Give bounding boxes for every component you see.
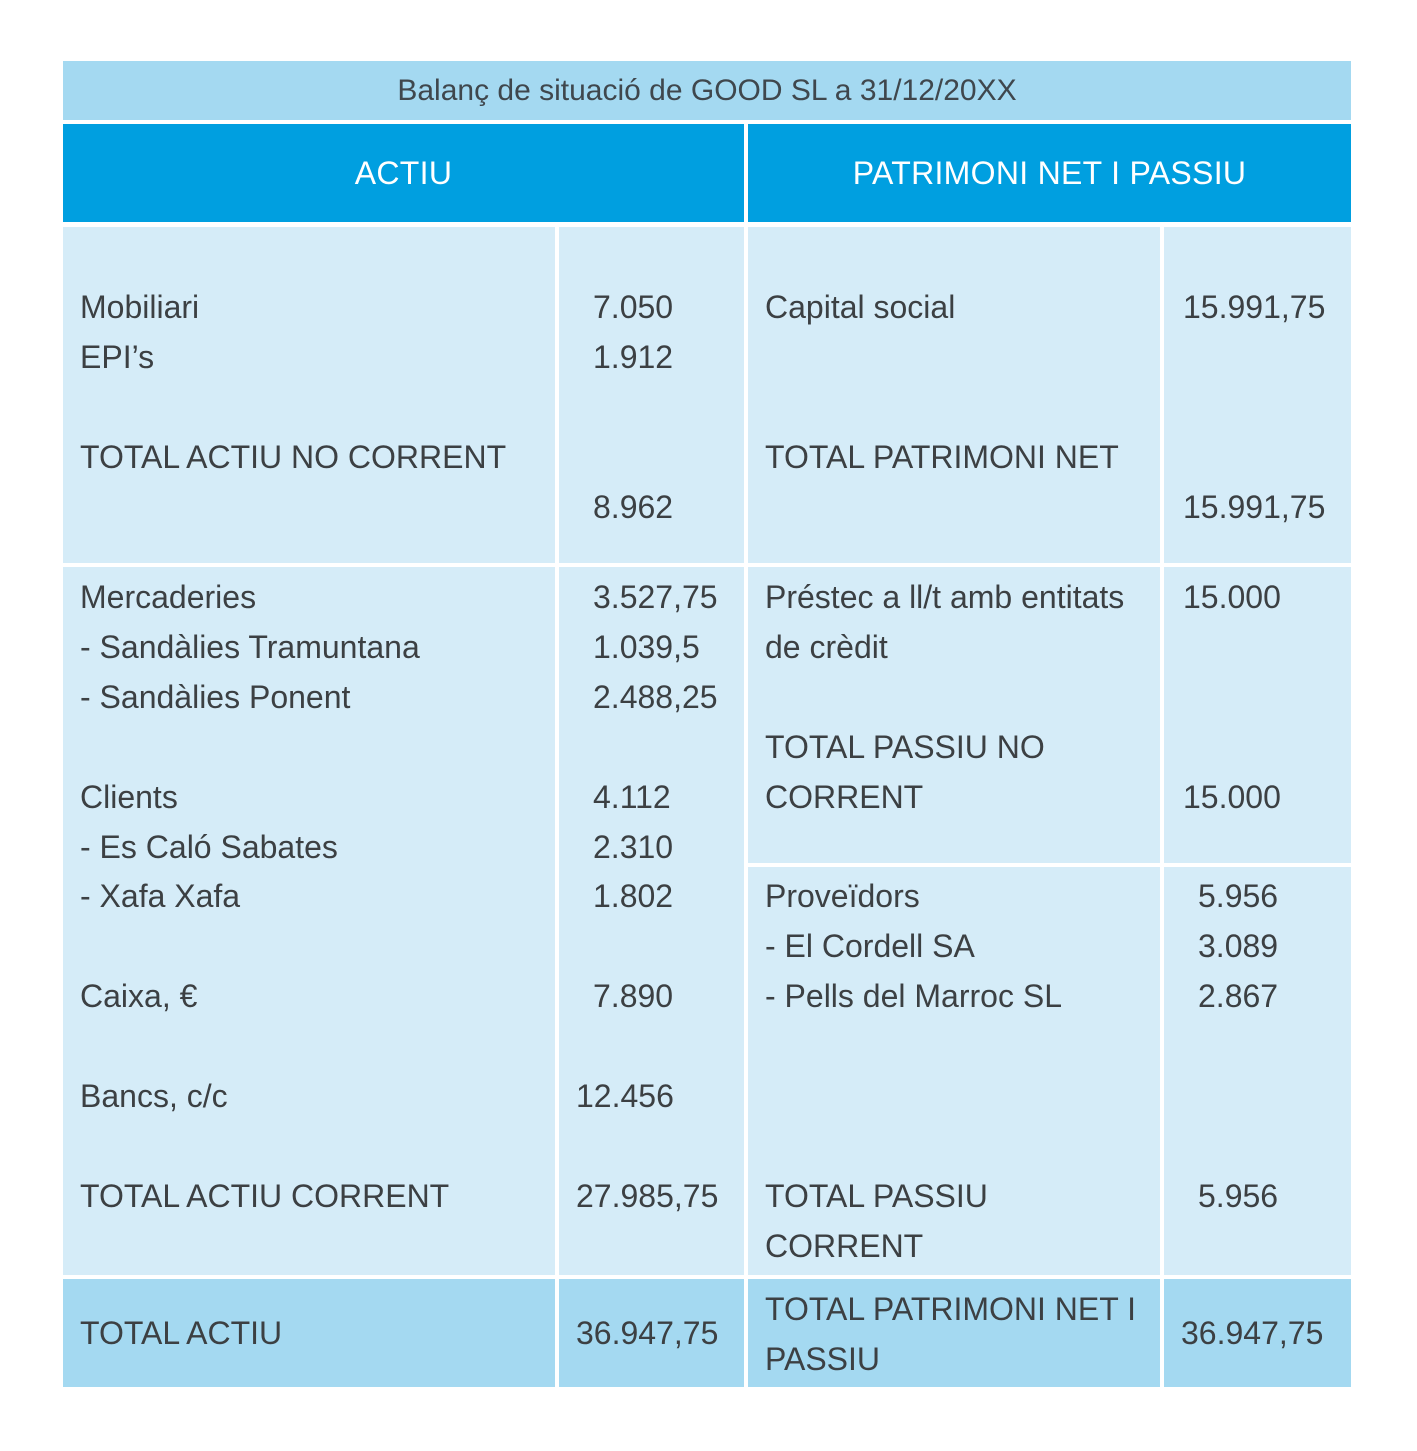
merchandise-item-label: - Sandàlies Ponent: [80, 679, 351, 715]
merchandise-value: 3.527,75: [593, 579, 718, 615]
asset-item-label: Mobiliari: [80, 289, 200, 325]
banks-value: 12.456: [576, 1078, 674, 1114]
total-non-current-liabilities-label: TOTAL PASSIU NO CORRENT: [765, 729, 1045, 815]
total-non-current-assets-label: TOTAL ACTIU NO CORRENT: [80, 439, 507, 475]
equity-label-cell: [748, 227, 1160, 563]
total-non-current-liabilities-value: 15.000: [1183, 779, 1281, 815]
client-item-value: 1.802: [593, 878, 674, 914]
table-title-text: Balanç de situació de GOOD SL a 31/12/20XX: [397, 73, 1017, 107]
cash-label: Caixa, €: [80, 978, 198, 1014]
clients-label: Clients: [80, 779, 178, 815]
asset-item-value: 1.912: [593, 339, 674, 375]
equity-item-value: 15.991,75: [1183, 289, 1326, 325]
supplier-item-value: 3.089: [1198, 928, 1279, 964]
asset-item-value: 7.050: [593, 289, 674, 325]
merchandise-label: Mercaderies: [80, 579, 257, 615]
equity-item-label: Capital social: [765, 289, 956, 325]
header-assets-label: ACTIU: [354, 154, 453, 191]
banks-label: Bancs, c/c: [80, 1078, 228, 1114]
supplier-item-value: 2.867: [1198, 978, 1279, 1014]
loan-value: 15.000: [1183, 579, 1281, 615]
total-assets-value: 36.947,75: [576, 1315, 719, 1351]
header-assets: [63, 124, 744, 222]
total-assets-label: TOTAL ACTIU: [80, 1315, 283, 1351]
total-current-liabilities-label: TOTAL PASSIU CORRENT: [765, 1178, 988, 1264]
suppliers-value: 5.956: [1198, 878, 1279, 914]
client-item-value: 2.310: [593, 829, 674, 865]
client-item-label: - Xafa Xafa: [80, 878, 241, 914]
supplier-item-label: - El Cordell SA: [765, 928, 975, 964]
merchandise-item-value: 2.488,25: [593, 679, 718, 715]
suppliers-label: Proveïdors: [765, 878, 920, 914]
table-title: [63, 61, 1351, 120]
asset-item-label: EPI’s: [80, 339, 155, 375]
total-equity-liabilities-value: 36.947,75: [1181, 1315, 1324, 1351]
total-equity-liabilities-label: TOTAL PATRIMONI NET I PASSIU: [765, 1291, 1136, 1377]
total-current-assets-value: 27.985,75: [576, 1178, 719, 1214]
total-equity-value: 15.991,75: [1183, 489, 1326, 525]
non-current-assets-label-cell: [63, 227, 555, 563]
client-item-label: - Es Caló Sabates: [80, 829, 338, 865]
header-equity-liabilities-label: PATRIMONI NET I PASSIU: [852, 154, 1247, 191]
total-non-current-assets-value: 8.962: [593, 489, 674, 525]
header-equity-liabilities: [748, 124, 1351, 222]
loan-label: Préstec a ll/t amb entitats de crèdit: [765, 579, 1125, 665]
total-current-assets-label: TOTAL ACTIU CORRENT: [80, 1178, 450, 1214]
merchandise-item-label: - Sandàlies Tramuntana: [80, 629, 420, 665]
merchandise-item-value: 1.039,5: [593, 629, 700, 665]
cash-value: 7.890: [593, 978, 674, 1014]
supplier-item-label: - Pells del Marroc SL: [765, 978, 1062, 1014]
clients-value: 4.112: [593, 779, 671, 815]
total-equity-label: TOTAL PATRIMONI NET: [765, 439, 1119, 475]
total-current-liabilities-value: 5.956: [1198, 1178, 1279, 1214]
